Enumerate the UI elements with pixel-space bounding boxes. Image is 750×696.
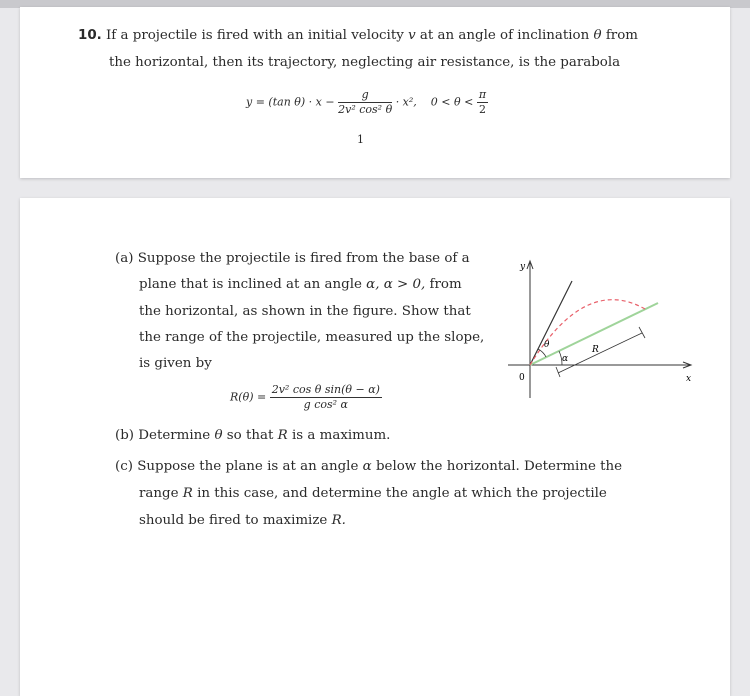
projectile-figure bbox=[500, 253, 700, 413]
y-label: y bbox=[520, 262, 526, 272]
part-c-R: R bbox=[182, 486, 193, 501]
part-a-from: from bbox=[429, 277, 462, 292]
part-c-line-2 bbox=[139, 485, 607, 502]
part-c-text-5: should be fired to maximize bbox=[139, 513, 328, 528]
part-a-line-1 bbox=[115, 250, 470, 267]
parabola-denominator: 2v² cos² θ bbox=[338, 103, 393, 116]
parabola-tail: · x², bbox=[395, 95, 417, 109]
intro-text-3: from bbox=[605, 28, 638, 43]
parabola-numerator: g bbox=[338, 89, 392, 103]
part-a-line-5: is given by bbox=[139, 356, 212, 371]
problem-card-2 bbox=[20, 198, 730, 696]
intro-text-2: at an angle of inclination bbox=[419, 28, 590, 43]
problem-number: 10. bbox=[78, 28, 102, 43]
condition-numerator: π bbox=[478, 88, 487, 101]
range-denominator: g cos² α bbox=[303, 398, 348, 411]
part-b-line bbox=[115, 427, 390, 444]
part-c-R-end: R. bbox=[331, 513, 346, 528]
part-c-alpha: α bbox=[362, 459, 372, 474]
parabola-condition: 0 < θ < bbox=[430, 95, 474, 109]
part-c-text-4: in this case, and determine the angle at which the projectile bbox=[197, 486, 607, 501]
problem-line-1 bbox=[78, 27, 638, 44]
part-b-text-3: is a maximum. bbox=[291, 428, 391, 443]
range-numerator: 2v² cos θ sin(θ − α) bbox=[271, 383, 380, 396]
part-c-label: (c) bbox=[115, 459, 133, 474]
part-b-theta: θ bbox=[214, 428, 223, 443]
part-c-line-1 bbox=[115, 458, 622, 475]
theta-label: θ bbox=[544, 340, 550, 350]
trajectory-curve bbox=[530, 300, 645, 365]
part-a-text-2: plane that is inclined at an angle bbox=[139, 277, 362, 292]
range-arrow-tick-end bbox=[639, 327, 645, 338]
part-a-text-1: Suppose the projectile is fired from the base of a bbox=[137, 251, 470, 266]
part-c-text-1: Suppose the plane is at an angle bbox=[137, 459, 359, 474]
part-c-text-2: below the horizontal. Determine the bbox=[375, 459, 623, 474]
origin-label: 0 bbox=[519, 373, 525, 383]
range-formula bbox=[230, 384, 382, 411]
part-a-line-2 bbox=[139, 276, 462, 293]
parabola-lhs: y = (tan θ) · x − bbox=[246, 95, 335, 109]
part-b-label: (b) bbox=[115, 428, 135, 443]
condition-fraction bbox=[477, 89, 488, 116]
parabola-fraction bbox=[338, 89, 392, 116]
part-a-line-3: the horizontal, as shown in the figure. Show that bbox=[139, 304, 471, 319]
var-theta: θ bbox=[593, 28, 602, 43]
part-c-text-3: range bbox=[139, 486, 179, 501]
part-b-R: R bbox=[277, 428, 288, 443]
parabola-equation bbox=[246, 89, 488, 116]
part-a-label: (a) bbox=[115, 251, 134, 266]
part-c-line-3 bbox=[139, 512, 346, 529]
range-formula-lhs: R(θ) = bbox=[230, 390, 267, 404]
x-label: x bbox=[686, 374, 692, 384]
range-fraction bbox=[270, 384, 382, 411]
part-b-text-2: so that bbox=[226, 428, 274, 443]
launch-direction-line bbox=[530, 281, 572, 365]
problem-line-2: the horizontal, then its trajectory, neglecting air resistance, is the parabola bbox=[109, 55, 621, 70]
var-v: v bbox=[408, 28, 416, 43]
alpha-label: α bbox=[562, 354, 569, 364]
part-a-alpha-condition: α, α > 0, bbox=[366, 277, 426, 292]
intro-text-1: If a projectile is fired with an initial velocity bbox=[106, 28, 404, 43]
part-a-line-4: the range of the projectile, measured up the slope, bbox=[139, 330, 485, 345]
part-b-text-1: Determine bbox=[138, 428, 211, 443]
range-arrow-line bbox=[558, 333, 642, 373]
page-number: 1 bbox=[357, 133, 364, 146]
R-label: R bbox=[592, 345, 599, 355]
condition-denominator: 2 bbox=[478, 103, 486, 116]
problem-card-1 bbox=[20, 7, 730, 178]
